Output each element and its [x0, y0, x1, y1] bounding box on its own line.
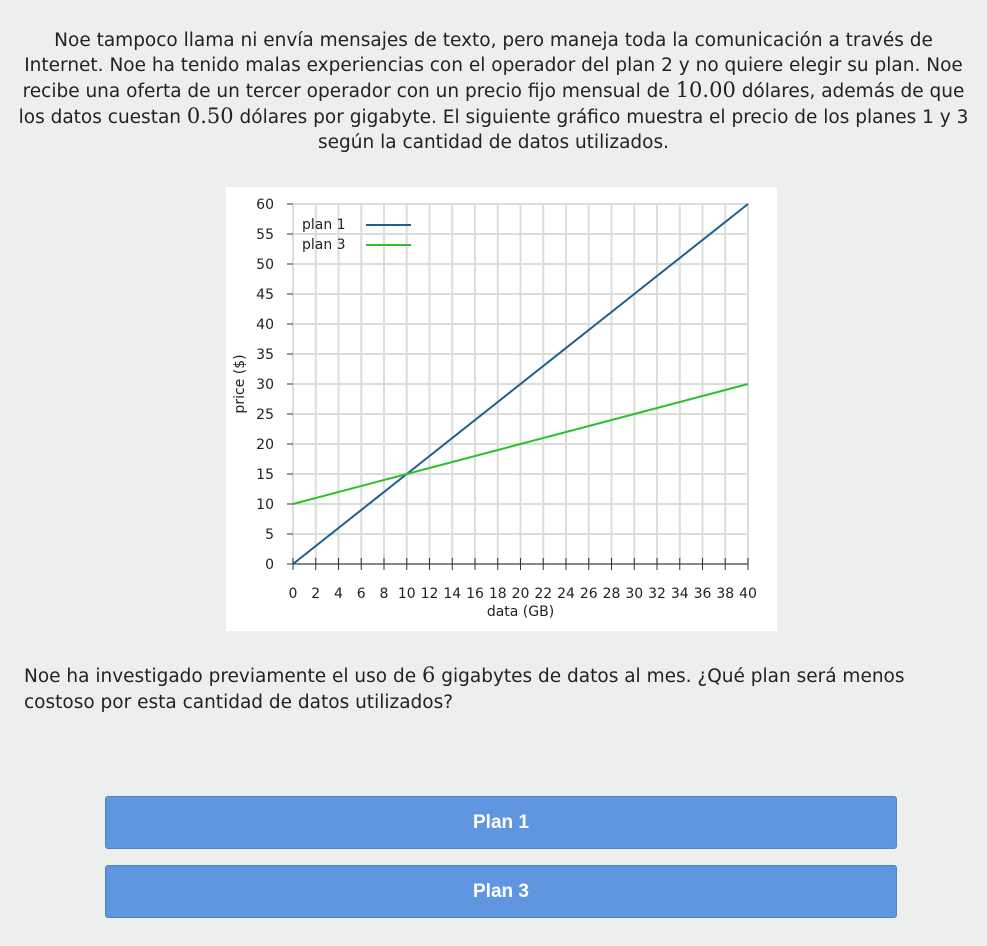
x-tick-label-16: 16 — [466, 586, 484, 602]
legend-label-plan-1: plan 1 — [302, 217, 346, 233]
y-tick-label-20: 20 — [256, 437, 274, 453]
intro-text-3: dólares por gigabyte. El siguiente gráfico muestra el precio de los planes 1 y 3 según la cantidad de datos utilizados. — [233, 107, 969, 153]
x-tick-label-20: 20 — [511, 586, 530, 602]
monthly-price: 10.00 — [675, 78, 736, 102]
intro-text-2: dólares, además de que los datos cuestan — [18, 81, 965, 128]
y-tick-label-0: 0 — [265, 557, 274, 573]
y-tick-label-30: 30 — [256, 377, 274, 393]
answer-plan-3-button[interactable]: Plan 3 — [105, 865, 897, 918]
x-tick-label-26: 26 — [579, 586, 598, 602]
y-tick-label-35: 35 — [256, 347, 274, 363]
y-tick-label-40: 40 — [256, 317, 274, 333]
x-tick-label-10: 10 — [397, 586, 416, 602]
legend-label-plan-3: plan 3 — [302, 237, 346, 253]
y-tick-label-25: 25 — [256, 407, 274, 423]
chart-svg — [226, 187, 777, 631]
x-tick-label-18: 18 — [488, 586, 507, 602]
price-per-gb: 0.50 — [186, 104, 234, 128]
x-tick-label-30: 30 — [625, 586, 644, 602]
x-tick-label-6: 6 — [356, 586, 366, 602]
x-tick-label-34: 34 — [670, 586, 689, 602]
y-tick-label-50: 50 — [256, 257, 274, 273]
x-tick-label-14: 14 — [443, 586, 462, 602]
x-axis-label: data (GB) — [486, 604, 555, 620]
question-text — [24, 662, 964, 716]
gigabytes-amount: 6 — [421, 663, 436, 687]
y-tick-label-45: 45 — [256, 287, 274, 303]
intro-text-1: Noe tampoco llama ni envía mensajes de texto, pero maneja toda la comunicación a través de Internet. Noe ha tenido malas experiencias con el operador del plan 2 y no quiere elegir su plan. Noe recibe una oferta de un tercer operador con un precio fijo mensual de — [22, 30, 963, 102]
x-tick-label-4: 4 — [334, 586, 343, 602]
x-tick-label-28: 28 — [602, 586, 621, 602]
y-tick-label-15: 15 — [256, 467, 274, 483]
question-text-2: gigabytes de datos al mes. ¿Qué plan será menos costoso por esta cantidad de datos utilizados? — [24, 666, 905, 713]
x-tick-label-24: 24 — [557, 586, 575, 602]
x-tick-label-2: 2 — [311, 586, 321, 602]
answer-plan-1-button[interactable]: Plan 1 — [105, 796, 897, 849]
x-tick-label-32: 32 — [648, 586, 666, 602]
x-tick-label-36: 36 — [693, 586, 712, 602]
x-tick-label-22: 22 — [534, 586, 553, 602]
x-tick-label-8: 8 — [379, 586, 389, 602]
y-tick-label-10: 10 — [256, 497, 274, 513]
problem-intro — [14, 28, 973, 155]
price-chart — [226, 187, 777, 631]
x-tick-label-40: 40 — [739, 586, 757, 602]
y-tick-label-5: 5 — [265, 527, 274, 543]
x-tick-label-38: 38 — [716, 586, 735, 602]
question-text-1: Noe ha investigado previamente el uso de — [24, 666, 422, 687]
x-tick-label-12: 12 — [420, 586, 439, 602]
y-tick-label-55: 55 — [256, 227, 274, 243]
y-tick-label-60: 60 — [256, 197, 274, 213]
x-tick-label-0: 0 — [288, 586, 298, 602]
y-axis-label: price ($) — [232, 354, 248, 414]
